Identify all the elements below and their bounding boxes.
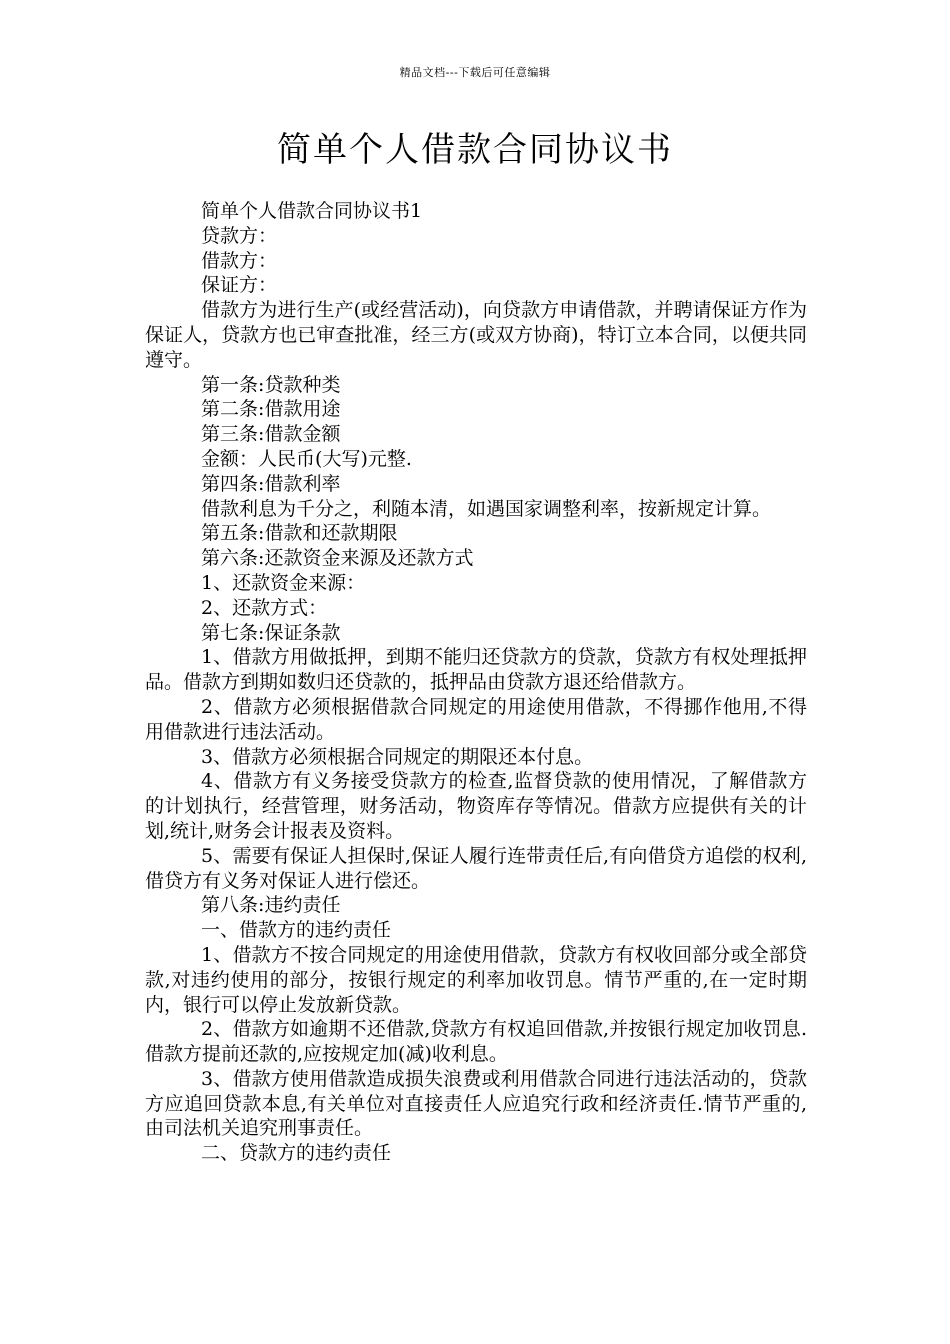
paragraph-borrower: 借款方： <box>201 249 278 272</box>
paragraph-guarantee-1: 1、借款方用做抵押，到期不能归还贷款方的贷款，贷款方有权处理抵押品。借款方到期如数归还贷款的，抵押品由贷款方退还给借款方。 <box>145 646 807 694</box>
header-note: 精品文档---下载后可任意编辑 <box>399 66 551 79</box>
paragraph-article-6: 第六条:还款资金来源及还款方式 <box>201 547 474 570</box>
paragraph-guarantor: 保证方： <box>201 274 278 297</box>
paragraph-repayment-source: 1、还款资金来源： <box>201 571 366 594</box>
paragraph-liability-2: 2、借款方如逾期不还借款,贷款方有权追回借款,并按银行规定加收罚息.借款方提前还款的,应按规定加(减)收利息。 <box>145 1018 807 1066</box>
paragraph-article-2: 第二条:借款用途 <box>201 398 341 421</box>
paragraph-article-7: 第七条:保证条款 <box>201 621 341 644</box>
paragraph-interest: 借款利息为千分之，利随本清，如遇国家调整利率，按新规定计算。 <box>201 497 772 520</box>
paragraph-subtitle: 简单个人借款合同协议书1 <box>201 200 423 222</box>
paragraph-guarantee-4: 4、借款方有义务接受贷款方的检查,监督贷款的使用情况，了解借款方的计划执行，经营管理，财务活动，物资库存等情况。借款方应提供有关的计划,统计,财务会计报表及资料。 <box>145 770 807 842</box>
paragraph-liability-1: 1、借款方不按合同规定的用途使用借款，贷款方有权收回部分或全部贷款,对违约使用的部分，按银行规定的利率加收罚息。情节严重的,在一定时期内，银行可以停止发放新贷款。 <box>145 943 807 1016</box>
paragraph-article-8: 第八条:违约责任 <box>201 894 341 917</box>
document-title: 简单个人借款合同协议书 <box>277 130 673 170</box>
paragraph-borrower-liability: 一、借款方的违约责任 <box>201 919 392 942</box>
paragraph-amount: 金额：人民币(大写)元整. <box>201 447 412 470</box>
paragraph-repayment-method: 2、还款方式： <box>201 596 328 619</box>
paragraph-article-5: 第五条:借款和还款期限 <box>201 522 398 545</box>
paragraph-article-4: 第四条:借款利率 <box>201 472 341 495</box>
paragraph-guarantee-5: 5、需要有保证人担保时,保证人履行连带责任后,有向借贷方追偿的权利,借贷方有义务对保证人进行偿还。 <box>145 844 807 892</box>
paragraph-article-1: 第一条:贷款种类 <box>201 373 341 396</box>
paragraph-lender-liability: 二、贷款方的违约责任 <box>201 1142 392 1165</box>
document-body <box>145 199 807 1166</box>
paragraph-preamble: 借款方为进行生产(或经营活动)，向贷款方申请借款，并聘请保证方作为保证人，贷款方也已审查批准，经三方(或双方协商)，特订立本合同，以便共同遵守。 <box>145 299 807 371</box>
paragraph-guarantee-3: 3、借款方必须根据合同规定的期限还本付息。 <box>201 745 594 768</box>
paragraph-liability-3: 3、借款方使用借款造成损失浪费或利用借款合同进行违法活动的，贷款方应追回贷款本息,有关单位对直接责任人应追究行政和经济责任.情节严重的,由司法机关追究刑事责任。 <box>145 1067 807 1140</box>
paragraph-lender: 贷款方： <box>201 224 278 247</box>
paragraph-article-3: 第三条:借款金额 <box>201 423 341 446</box>
paragraph-guarantee-2: 2、借款方必须根据借款合同规定的用途使用借款，不得挪作他用,不得用借款进行违法活动。 <box>145 695 807 743</box>
